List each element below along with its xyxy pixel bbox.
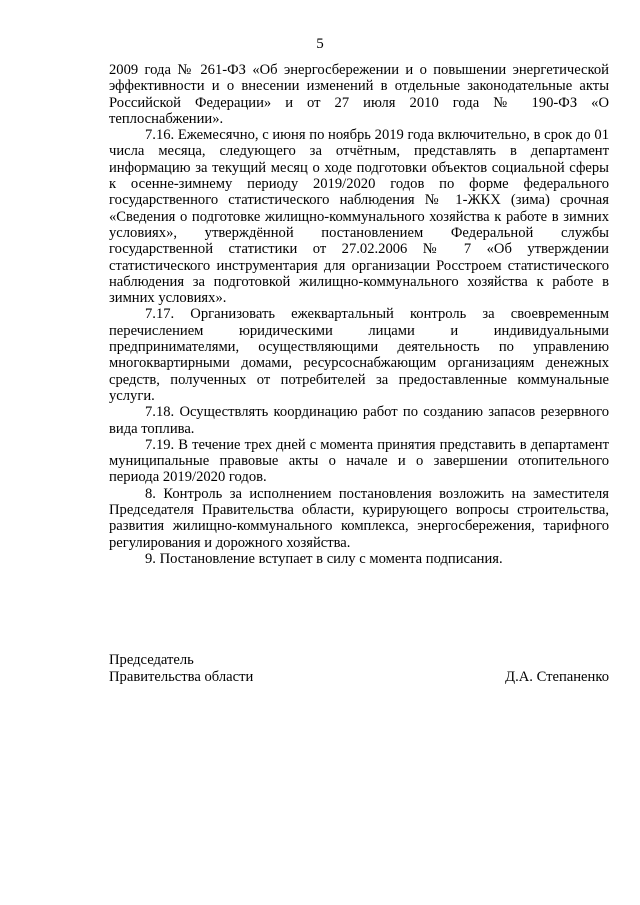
- paragraph-7-16: 7.16. Ежемесячно, с июня по ноябрь 2019 года включительно, в срок до 01 числа месяца, следующего за отчётным, представлять в департамент информацию за текущий месяц о ходе подготовки объектов социальной сферы к осенне-зимнему периоду 2019/2020 годов по форме федерального государственного статистического наблюдения № 1-ЖКХ (зима) срочная «Сведения о подготовке жилищно-коммунального хозяйства к работе в зимних условиях», утверждённой постановлением Федеральной службы государственной статистики от 27.02.2006 № 7 «Об утверждении статистического инструментария для организации Росстроем статистического наблюдения за подготовкой жилищно-коммунального хозяйства к работе в зимних условиях».: [109, 127, 609, 307]
- signature-row: [109, 669, 609, 686]
- paragraph-7-19: 7.19. В течение трех дней с момента принятия представить в департамент муниципальные правовые акты о начале и о завершении отопительного периода 2019/2020 годов.: [109, 436, 609, 486]
- paragraph-9: 9. Постановление вступает в силу с момента подписания.: [145, 550, 503, 567]
- signer-title-line1: Председатель: [109, 652, 194, 668]
- page-number: 5: [316, 36, 324, 52]
- paragraph-8: 8. Контроль за исполнением постановления возложить на заместителя Председателя Правительства области, курирующего вопросы строительства, развития жилищно-коммунального комплекса, энергосбережения, тарифного регулирования и дорожного хозяйства.: [109, 485, 609, 551]
- paragraph-7-17: 7.17. Организовать ежеквартальный контроль за своевременным перечислением юридическими лицами и индивидуальными предпринимателями, осуществляющими деятельность по управлению многоквартирными домами, ресурсоснабжающим организациям денежных средств, полученных от потребителей за предоставленные коммунальные услуги.: [109, 306, 609, 404]
- signature-block: [109, 652, 609, 686]
- paragraph-7-18: 7.18. Осуществлять координацию работ по созданию запасов резервного вида топлива.: [109, 404, 609, 437]
- paragraph-continuation: 2009 года № 261-ФЗ «Об энергосбережении и о повышении энергетической эффективности и о внесении изменений в отдельные законодательные акты Российской Федерации» и от 27 июля 2010 года № 190-ФЗ «О теплоснабжении».: [109, 62, 609, 127]
- signer-title-line2: Правительства области: [109, 669, 254, 685]
- document-body: [109, 62, 609, 567]
- signer-name: Д.А. Степаненко: [505, 669, 609, 685]
